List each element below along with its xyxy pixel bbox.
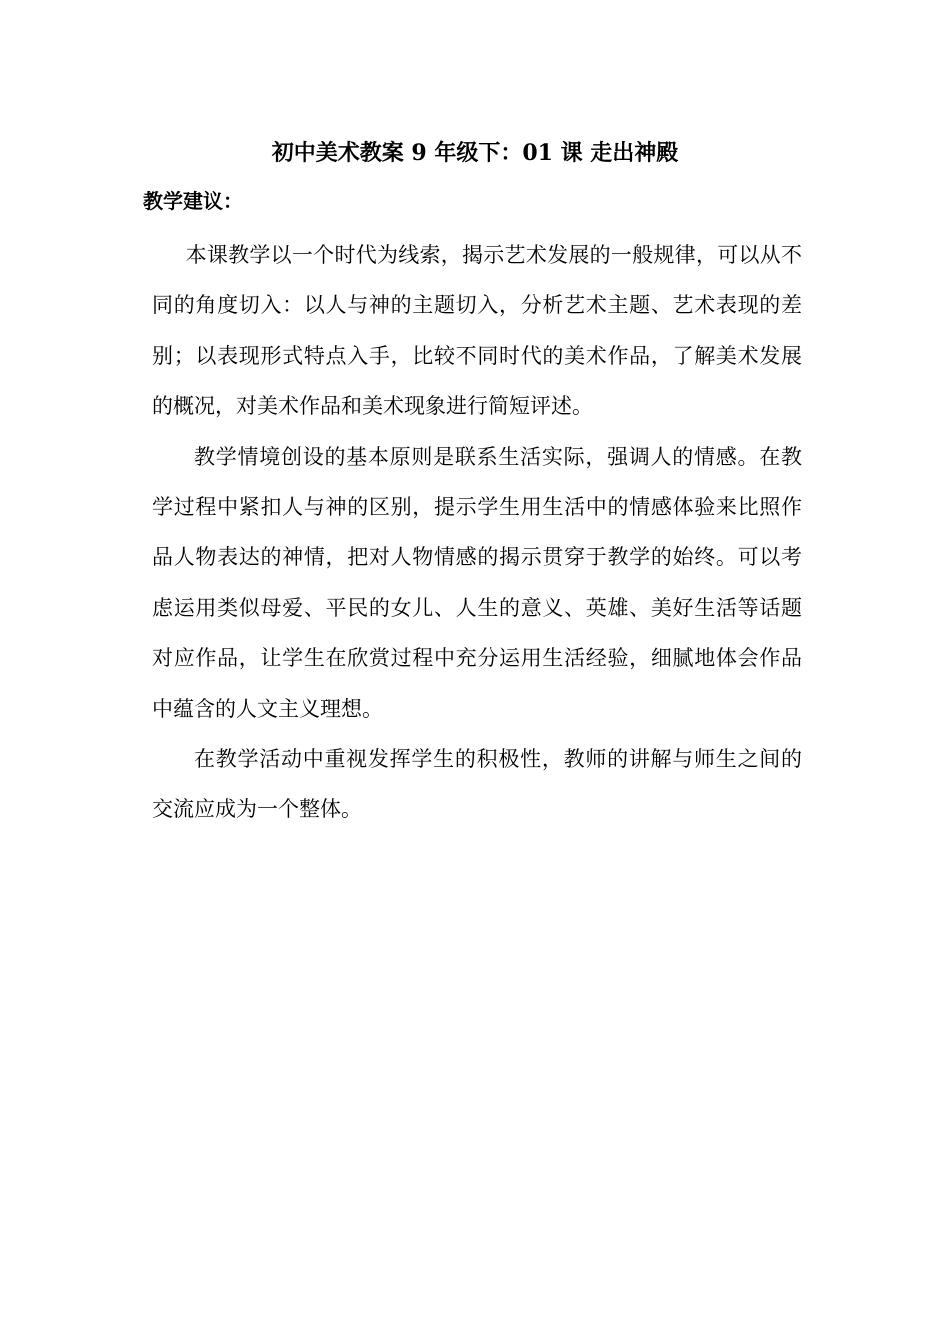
document-title: 初中美术教案 9 年级下：01 课 走出神殿 <box>271 140 679 166</box>
body-text <box>152 230 802 835</box>
section-heading: 教学建议： <box>143 189 243 213</box>
paragraph-2: 教学情境创设的基本原则是联系生活实际，强调人的情感。在教学过程中紧扣人与神的区别，提示学生用生活中的情感体验来比照作品人物表达的神情，把对人物情感的揭示贯穿于教学的始终。可以考虑运用类似母爱、平民的女儿、人生的意义、英雄、美好生活等话题对应作品，让学生在欣赏过程中充分运用生活经验，细腻地体会作品中蕴含的人文主义理想。 <box>152 444 802 721</box>
paragraph-1: 本课教学以一个时代为线索，揭示艺术发展的一般规律，可以从不同的角度切入：以人与神的主题切入，分析艺术主题、艺术表现的差别；以表现形式特点入手，比较不同时代的美术作品，了解美术发展的概况，对美术作品和美术现象进行简短评述。 <box>152 243 802 419</box>
paragraph-3: 在教学活动中重视发挥学生的积极性，教师的讲解与师生之间的交流应成为一个整体。 <box>152 747 802 822</box>
